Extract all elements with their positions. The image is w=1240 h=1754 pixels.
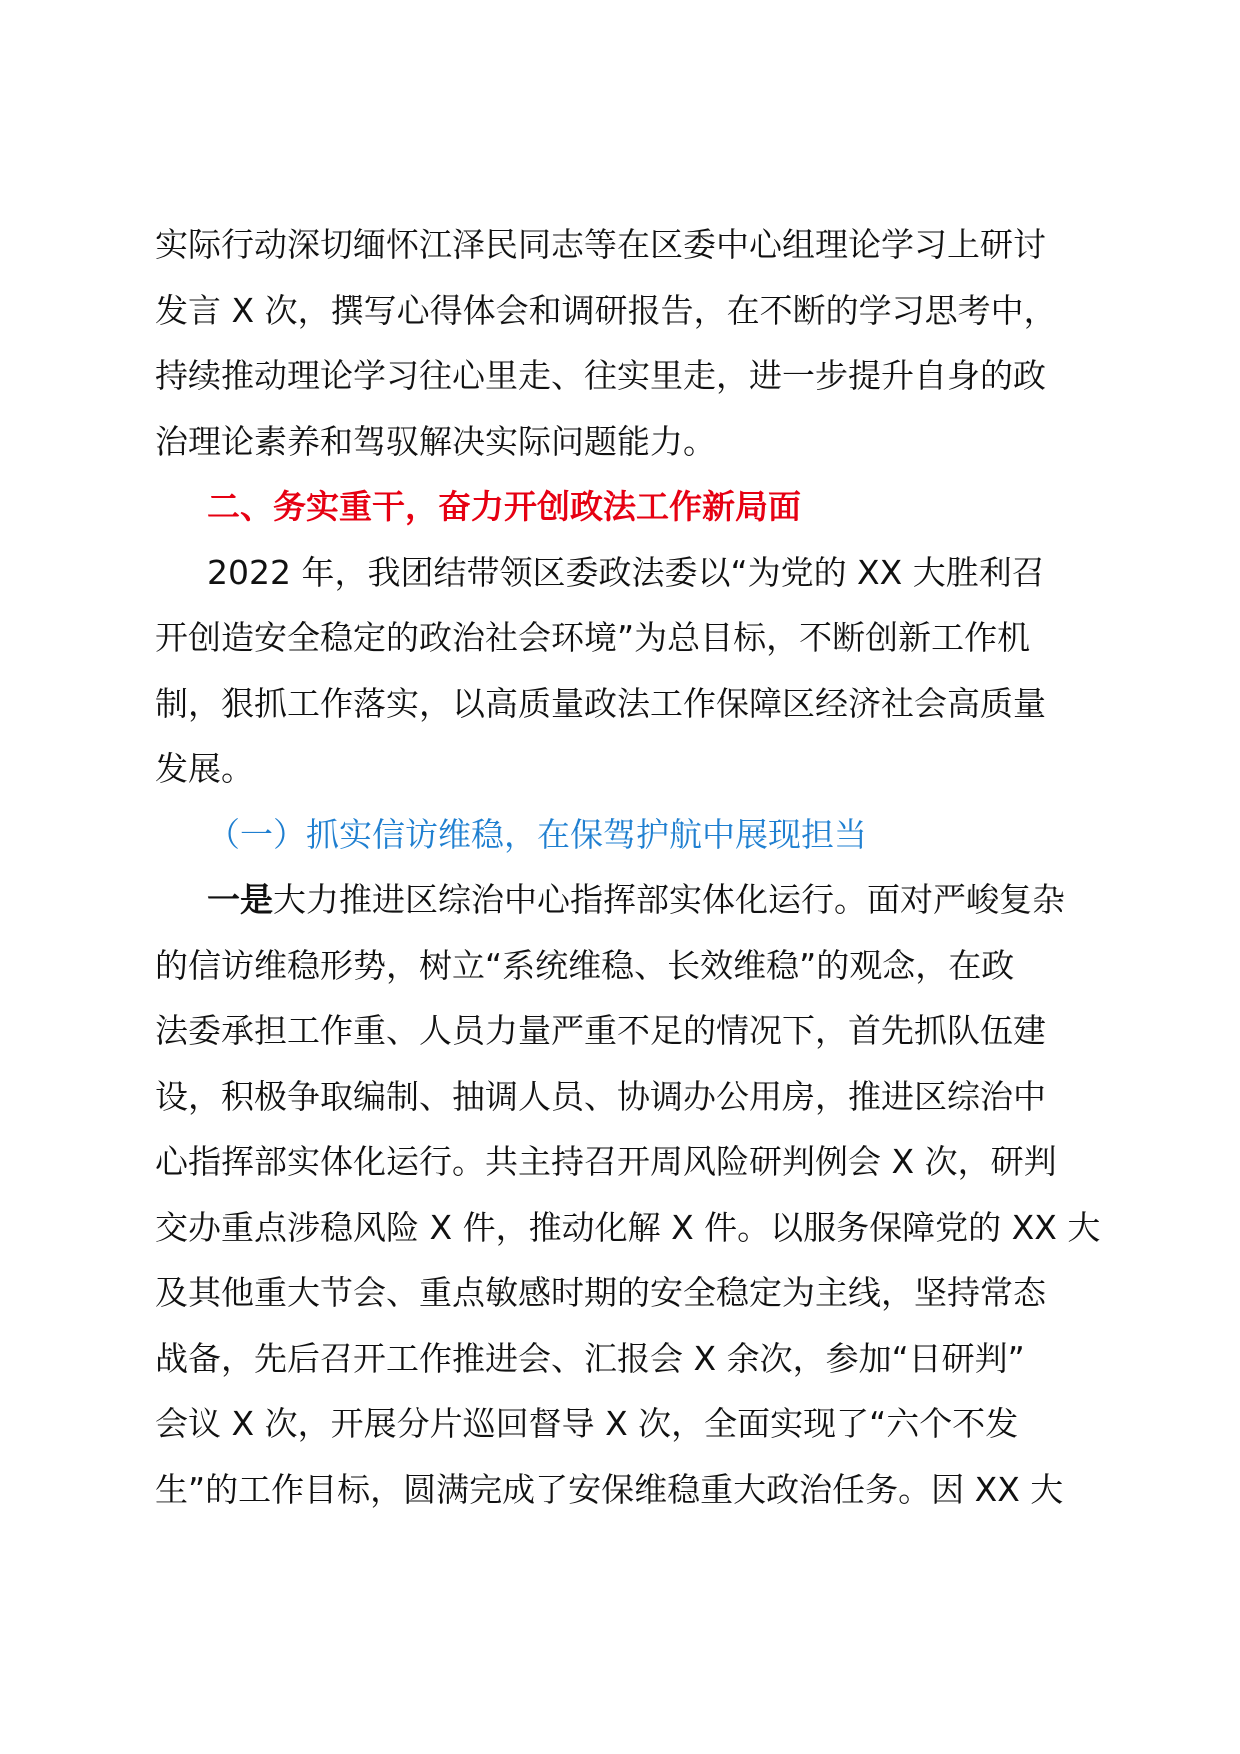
paragraph-line: 法委承担工作重、人员力量严重不足的情况下，首先抓队伍建 bbox=[155, 1011, 1046, 1050]
paragraph-line: 制，狠抓工作落实，以高质量政法工作保障区经济社会高质量 bbox=[155, 683, 1046, 723]
paragraph-line: 会议 X 次，开展分片巡回督导 X 次，全面实现了“六个不发 bbox=[155, 1404, 1019, 1443]
paragraph-line: 实际行动深切缅怀江泽民同志等在区委中心组理论学习上研讨 bbox=[155, 225, 1046, 264]
paragraph-line: 2022 年，我团结带领区委政法委以“为党的 XX 大胜利召 bbox=[207, 552, 1045, 592]
paragraph-line: 治理论素养和驾驭解决实际问题能力。 bbox=[155, 421, 716, 461]
paragraph-line: 设，积极争取编制、抽调人员、协调办公用房，推进区综治中 bbox=[155, 1076, 1046, 1116]
bold-lead-text: 一是 bbox=[207, 880, 273, 919]
paragraph-line: 生”的工作目标，圆满完成了安保维稳重大政治任务。因 XX 大 bbox=[155, 1469, 1064, 1509]
paragraph-line: 开创造安全稳定的政治社会环境”为总目标，不断创新工作机 bbox=[155, 618, 1031, 657]
paragraph-line: 心指挥部实体化运行。共主持召开周风险研判例会 X 次，研判 bbox=[155, 1142, 1057, 1181]
paragraph-line-with-lead bbox=[155, 867, 1095, 933]
paragraph-line: 战备，先后召开工作推进会、汇报会 X 余次，参加“日研判” bbox=[155, 1338, 1025, 1378]
paragraph-line: 的信访维稳形势，树立“系统维稳、长效维稳”的观念，在政 bbox=[155, 945, 1015, 985]
paragraph-text: 大力推进区综治中心指挥部实体化运行。面对严峻复杂 bbox=[273, 880, 1065, 919]
paragraph-line: 交办重点涉稳风险 X 件，推动化解 X 件。以服务保障党的 XX 大 bbox=[155, 1207, 1101, 1247]
paragraph-line: 持续推动理论学习往心里走、往实里走，进一步提升自身的政 bbox=[155, 356, 1046, 395]
paragraph-line: 发展。 bbox=[155, 749, 254, 788]
subsection-heading: （一）抓实信访维稳，在保驾护航中展现担当 bbox=[207, 814, 867, 854]
section-heading: 二、务实重干，奋力开创政法工作新局面 bbox=[207, 487, 801, 526]
paragraph-line: 及其他重大节会、重点敏感时期的安全稳定为主线，坚持常态 bbox=[155, 1273, 1046, 1312]
document-body bbox=[155, 212, 1101, 1522]
paragraph-line: 发言 X 次，撰写心得体会和调研报告，在不断的学习思考中， bbox=[155, 290, 1057, 330]
